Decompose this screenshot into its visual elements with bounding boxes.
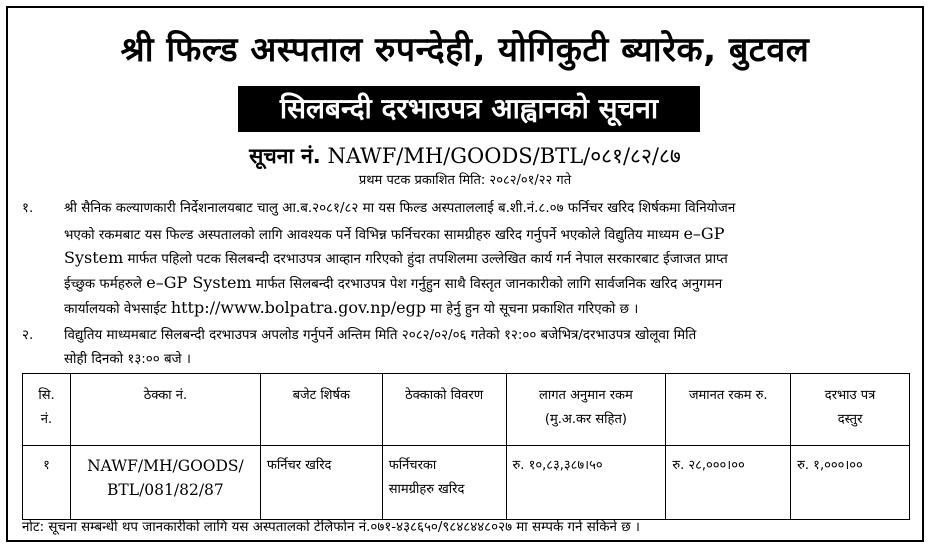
header-sn: सि. नं. — [23, 374, 71, 446]
table-row — [23, 446, 910, 520]
notice-number-line — [8, 143, 922, 169]
header-estimated-cost: लागत अनुमान रकम (मु.अ.कर सहित) — [506, 374, 666, 446]
notice-subtitle: सिलबन्दी दरभाउपत्र आह्वानको सूचना — [279, 92, 659, 125]
text-run: सोही दिनको १३:०० बजे । — [64, 352, 191, 367]
header-contract-no: ठेक्का नं. — [70, 374, 260, 446]
header-bid-fee: दरभाउ पत्र दस्तुर — [791, 374, 910, 446]
cell-sn: १ — [23, 446, 71, 520]
paragraph-number: १. — [22, 201, 34, 216]
notice-number-label: सूचना नं. — [249, 144, 321, 168]
paragraph-line — [64, 325, 696, 343]
paragraph-line — [64, 298, 638, 317]
text-run-latin: System — [64, 248, 124, 267]
paragraph-number: २. — [22, 328, 34, 343]
text-run: मार्फत सिलबन्दी दरभाउपत्र पेश गर्नुहुन साथै विस्तृत जानकारीको लागि सार्वजनिक खरिद अनुगमन — [251, 277, 723, 292]
paragraph-line — [64, 224, 724, 243]
cell-estimated-cost: रु. १०,८३,३८७।५० — [506, 446, 666, 520]
text-run: मार्फत पहिलो पटक सिलबन्दी दरभाउपत्र आव्हान गरिएको हुंदा तपशिलमा उल्लेखित कार्य गर्न नेपाल सरकारबाट ईजाजत प्राप्त — [123, 252, 728, 267]
paragraph-line — [64, 273, 722, 292]
cell-budget-head: फर्निचर खरिद — [260, 446, 382, 520]
cell-contract-desc: फर्निचरका सामग्रीहरु खरिद — [382, 446, 506, 520]
cell-bid-fee: रु. १,०००।०० — [791, 446, 910, 520]
header-budget-head: बजेट शिर्षक — [260, 374, 382, 446]
paragraph-line — [64, 349, 191, 367]
tender-table — [22, 373, 910, 520]
table-header-row — [23, 374, 910, 446]
footer-note: नोट: सूचना सम्बन्धी थप जानकारीको लागि यस अस्पतालको टेलिफोन नं.०७१-४३८६५०/९८४८४४८०२७ मा सम्पर्क गर्न सकिने छ । — [22, 520, 640, 535]
paragraph-line — [64, 248, 728, 267]
cell-bid-security: रु. २८,०००।०० — [666, 446, 791, 520]
text-run-latin: e–GP — [683, 224, 725, 243]
page-title: श्री फिल्ड अस्पताल रुपन्देही, योगिकुटी ब्यारेक, बुटवल — [120, 30, 810, 70]
text-run: ईच्छुक फर्महरुले — [64, 277, 147, 292]
paragraph-line — [64, 198, 735, 216]
header-bid-security: जमानत रकम रु. — [666, 374, 791, 446]
text-run: श्री सैनिक कल्याणकारी निर्देशनालयबाट चालु आ.ब.२०८१/८२ मा यस फिल्ड अस्पताललाई ब.शी.नं.८.०७ फर्निचर खरिद शिर्षकमा विनियोजन — [64, 201, 736, 216]
cell-contract-no: NAWF/MH/GOODS/ BTL/081/82/87 — [70, 446, 260, 520]
website-link[interactable]: http://www.bolpatra.gov.np/egp — [170, 298, 427, 317]
header-contract-desc: ठेक्काको विवरण — [382, 374, 506, 446]
notice-number: NAWF/MH/GOODS/BTL/०८१/८२/८७ — [327, 144, 681, 168]
published-date: प्रथम पटक प्रकाशित मिति: २०८२/०१/२२ गते — [358, 173, 572, 188]
notice-subtitle-banner — [238, 86, 700, 132]
text-run: भएको रकमबाट यस फिल्ड अस्पतालको लागि आवश्यक पर्ने विभिन्न फर्निचरका सामग्रीहरु खरिद गर्नुपर्ने भएकोले विद्युतिय माध्यम — [64, 228, 684, 243]
text-run: कार्यालयको वेभसाईट — [64, 302, 171, 317]
text-run-latin: e–GP System — [146, 273, 252, 292]
text-run: मा हेर्नु हुन यो सूचना प्रकाशित गरिएको छ । — [426, 302, 639, 317]
text-run: विद्युतिय माध्यमबाट सिलबन्दी दरभाउपत्र अपलोड गर्नुपर्ने अन्तिम मिति २०८२/०२/०६ गतेको १२:०० बजेभित्र/दरभाउपत्र खोलूवा मिति — [64, 328, 697, 343]
notice-frame — [6, 6, 924, 542]
